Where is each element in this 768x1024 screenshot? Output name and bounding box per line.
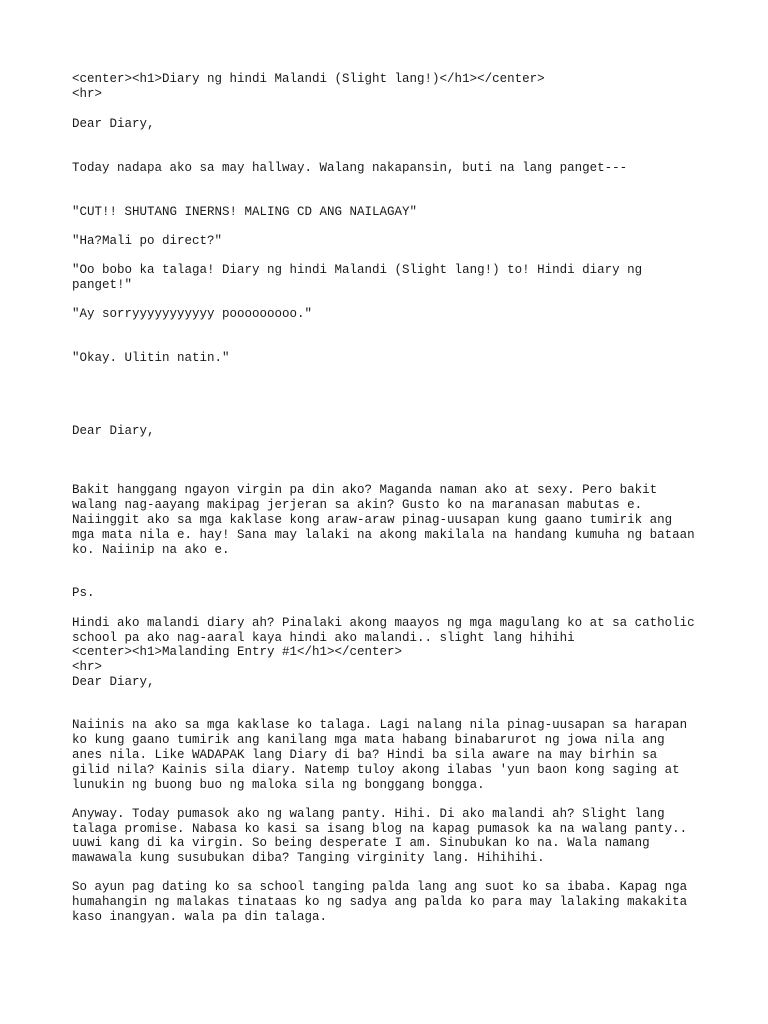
doc-line-24: ko kung gaano tumirik ang kanilang mga mata habang binabarurot ng jowa nila ang xyxy=(72,733,665,747)
doc-line-14: Naiinggit ako sa mga kaklase kong araw-araw pinag-uusapan kung gaano tumirik ang xyxy=(72,513,673,527)
doc-line-12: Bakit hanggang ngayon virgin pa din ako? Maganda naman ako at sexy. Pero bakit xyxy=(72,483,658,497)
doc-line-18: Hindi ako malandi diary ah? Pinalaki akong maayos ng mga magulang ko at sa catholic xyxy=(72,616,695,630)
doc-line-25: anes nila. Like WADAPAK lang Diary di ba? Hindi ba sila aware na may birhin sa xyxy=(72,748,658,762)
doc-line-16: ko. Naiinip na ako e. xyxy=(72,543,230,557)
doc-line-27: lunukin ng buong buo ng maloka sila ng bonggang bongga. xyxy=(72,778,485,792)
doc-line-11: Dear Diary, xyxy=(72,424,155,438)
doc-line-13: walang nag-aayang makipag jerjeran sa akin? Gusto ko na maranasan mabutas e. xyxy=(72,498,643,512)
doc-line-20: <center><h1>Malanding Entry #1</h1></center> xyxy=(72,645,403,659)
doc-line-7: "Oo bobo ka talaga! Diary ng hindi Malandi (Slight lang!) to! Hindi diary ng xyxy=(72,263,643,277)
doc-line-9: "Ay sorryyyyyyyyyyy pooooooooo." xyxy=(72,307,313,321)
doc-line-30: uuwi kang di ka virgin. So being desperate I am. Sinubukan ko na. Wala namang xyxy=(72,836,650,850)
doc-line-4: Today nadapa ako sa may hallway. Walang nakapansin, buti na lang panget--- xyxy=(72,161,628,175)
doc-line-10: "Okay. Ulitin natin." xyxy=(72,351,230,365)
doc-line-26: gilid nila? Kainis sila diary. Natemp tuloy akong ilabas 'yun baon kong saging at xyxy=(72,763,680,777)
doc-line-29: talaga promise. Nabasa ko kasi sa isang blog na kapag pumasok ka na walang panty.. xyxy=(72,822,688,836)
doc-line-34: kaso inangyan. wala pa din talaga. xyxy=(72,910,328,924)
doc-line-6: "Ha?Mali po direct?" xyxy=(72,234,223,248)
doc-line-32: So ayun pag dating ko sa school tanging palda lang ang suot ko sa ibaba. Kapag nga xyxy=(72,880,688,894)
doc-line-1: <center><h1>Diary ng hindi Malandi (Slight lang!)</h1></center> xyxy=(72,72,545,86)
doc-line-8: panget!" xyxy=(72,278,133,292)
doc-line-28: Anyway. Today pumasok ako ng walang panty. Hihi. Di ako malandi ah? Slight lang xyxy=(72,807,665,821)
doc-line-5: "CUT!! SHUTANG INERNS! MALING CD ANG NAILAGAY" xyxy=(72,205,418,219)
doc-line-15: mga mata nila e. hay! Sana may lalaki na akong makilala na handang kumuha ng bataan xyxy=(72,528,695,542)
doc-line-23: Naiinis na ako sa mga kaklase ko talaga. Lagi nalang nila pinag-uusapan sa harapan xyxy=(72,718,688,732)
doc-line-22: Dear Diary, xyxy=(72,675,155,689)
doc-line-3: Dear Diary, xyxy=(72,117,155,131)
doc-line-17: Ps. xyxy=(72,586,95,600)
doc-line-19: school pa ako nag-aaral kaya hindi ako malandi.. slight lang hihihi xyxy=(72,631,575,645)
doc-line-33: humahangin ng malakas tinataas ko ng sadya ang palda ko para may lalaking makakita xyxy=(72,895,688,909)
doc-line-31: mawawala kung susubukan diba? Tanging virginity lang. Hihihihi. xyxy=(72,851,545,865)
doc-line-21: <hr> xyxy=(72,660,103,674)
doc-line-2: <hr> xyxy=(72,87,103,101)
